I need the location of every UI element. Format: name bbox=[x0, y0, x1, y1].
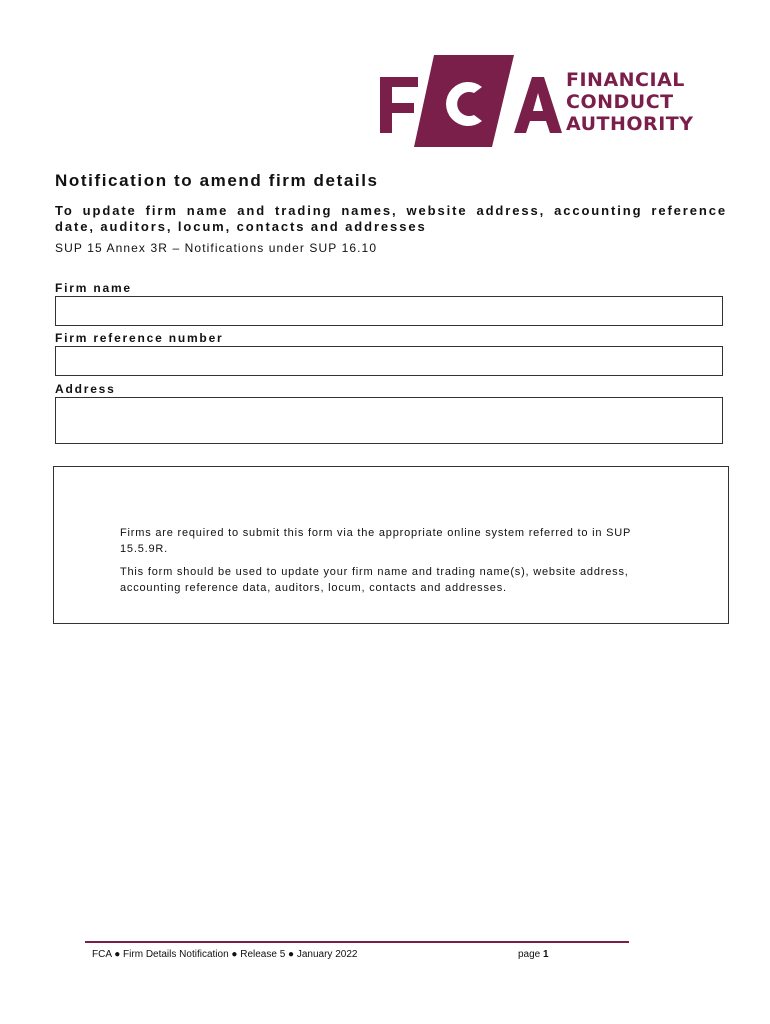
instructions-paragraph-2: This form should be used to update your firm name and trading name(s), website address, accounting reference data, auditors, locum, contacts and addresses. bbox=[120, 566, 629, 594]
logo-wordmark bbox=[566, 69, 693, 135]
firm-name-label: Firm name bbox=[55, 281, 132, 295]
footer-page-number: 1 bbox=[543, 949, 549, 960]
logo-line-2: CONDUCT bbox=[566, 91, 674, 113]
firm-name-field[interactable] bbox=[55, 296, 723, 326]
firm-reference-number-field[interactable] bbox=[55, 346, 723, 376]
regulation-reference: SUP 15 Annex 3R – Notifications under SUP 16.10 bbox=[55, 241, 378, 255]
logo-line-1: FINANCIAL bbox=[566, 69, 685, 91]
address-field[interactable] bbox=[55, 397, 723, 444]
instructions-paragraph-1: Firms are required to submit this form via the appropriate online system referred to in SUP 15.5.9R. bbox=[120, 527, 631, 555]
footer-release-info: FCA ● Firm Details Notification ● Release 5 ● January 2022 bbox=[92, 949, 358, 960]
address-label: Address bbox=[55, 382, 116, 396]
instructions-box bbox=[53, 466, 729, 624]
document-title: Notification to amend firm details bbox=[55, 171, 379, 190]
footer-rule bbox=[85, 941, 629, 943]
logo-parallelogram bbox=[414, 55, 514, 147]
logo-line-3: AUTHORITY bbox=[566, 113, 694, 135]
logo-letter-f bbox=[380, 77, 418, 133]
footer-page-label: page bbox=[518, 949, 541, 960]
firm-reference-number-label: Firm reference number bbox=[55, 331, 224, 345]
footer-page bbox=[518, 949, 549, 960]
logo-letter-a bbox=[514, 77, 562, 133]
document-subtitle: To update firm name and trading names, website address, accounting reference date, auditors, locum, contacts and addresses bbox=[55, 203, 727, 234]
